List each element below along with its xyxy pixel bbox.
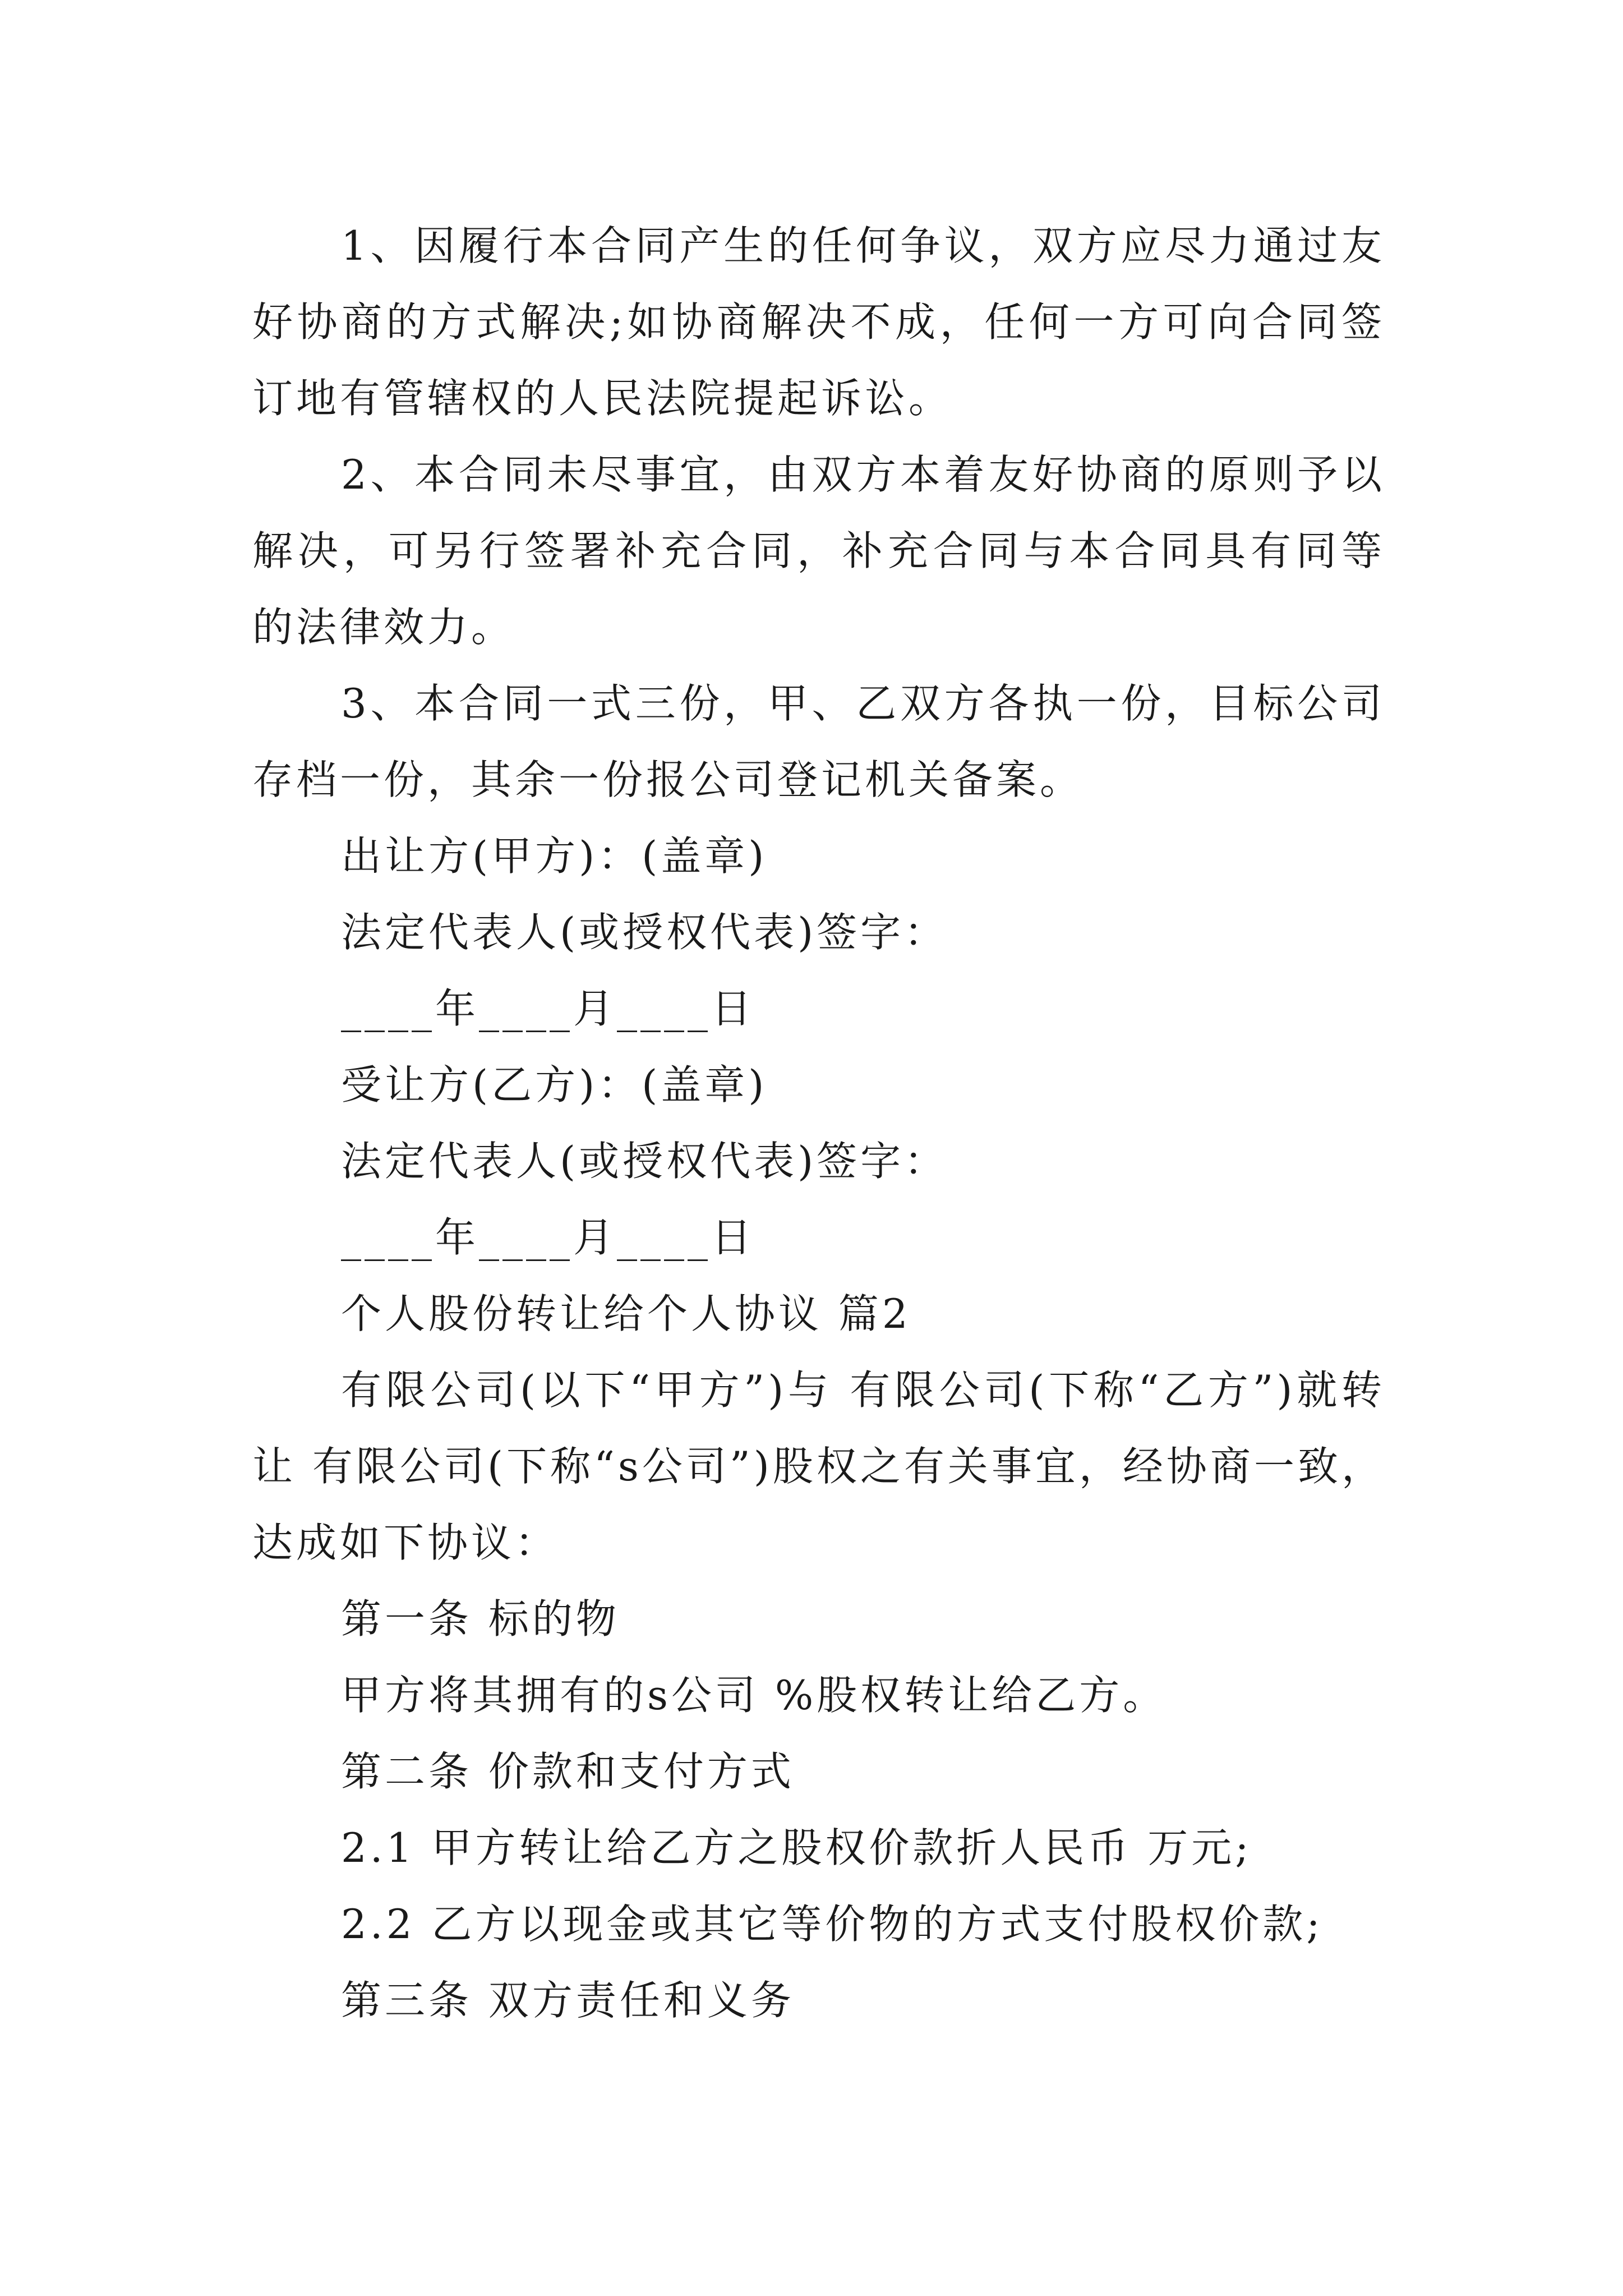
article-2-2-text: 2.2 乙方以现金或其它等价物的方式支付股权价款; bbox=[341, 1901, 1324, 1948]
article-2-heading: 第二条 价款和支付方式 bbox=[341, 1748, 795, 1795]
clause-supplementary-contract: 2、本合同未尽事宜，由双方本着友好协商的原则予以解决，可另行签署补充合同，补充合同与本合同具有同等的法律效力。 bbox=[252, 451, 1385, 651]
article-2-1-text: 2.1 甲方转让给乙方之股权价款折人民币 万元; bbox=[341, 1824, 1252, 1871]
document-page bbox=[252, 208, 1385, 2039]
agreement-intro: 有限公司(以下“甲方”)与 有限公司(下称“乙方”)就转让 有限公司(下称“s公司”)股权之有关事宜，经协商一致，达成如下协议： bbox=[252, 1366, 1385, 1566]
transferor-date-line: ____年____月____日 bbox=[341, 985, 755, 1032]
article-1-heading: 第一条 标的物 bbox=[341, 1595, 620, 1642]
transferee-signature-line: 法定代表人(或授权代表)签字： bbox=[341, 1138, 948, 1185]
transferor-signature-line: 法定代表人(或授权代表)签字： bbox=[341, 909, 948, 956]
clause-dispute-resolution: 1、因履行本合同产生的任何争议，双方应尽力通过友好协商的方式解决;如协商解决不成，任何一方可向合同签订地有管辖权的人民法院提起诉讼。 bbox=[252, 222, 1385, 422]
transferor-seal-line: 出让方(甲方)：(盖章) bbox=[341, 832, 768, 880]
transferee-date-line: ____年____月____日 bbox=[341, 1214, 755, 1261]
article-3-heading: 第三条 双方责任和义务 bbox=[341, 1977, 795, 2024]
article-1-text: 甲方将其拥有的s公司 %股权转让给乙方。 bbox=[341, 1672, 1167, 1719]
section-heading: 个人股份转让给个人协议 篇2 bbox=[341, 1290, 911, 1337]
transferee-seal-line: 受让方(乙方)：(盖章) bbox=[341, 1061, 768, 1108]
clause-copies: 3、本合同一式三份，甲、乙双方各执一份，目标公司存档一份，其余一份报公司登记机关备案。 bbox=[252, 680, 1385, 803]
